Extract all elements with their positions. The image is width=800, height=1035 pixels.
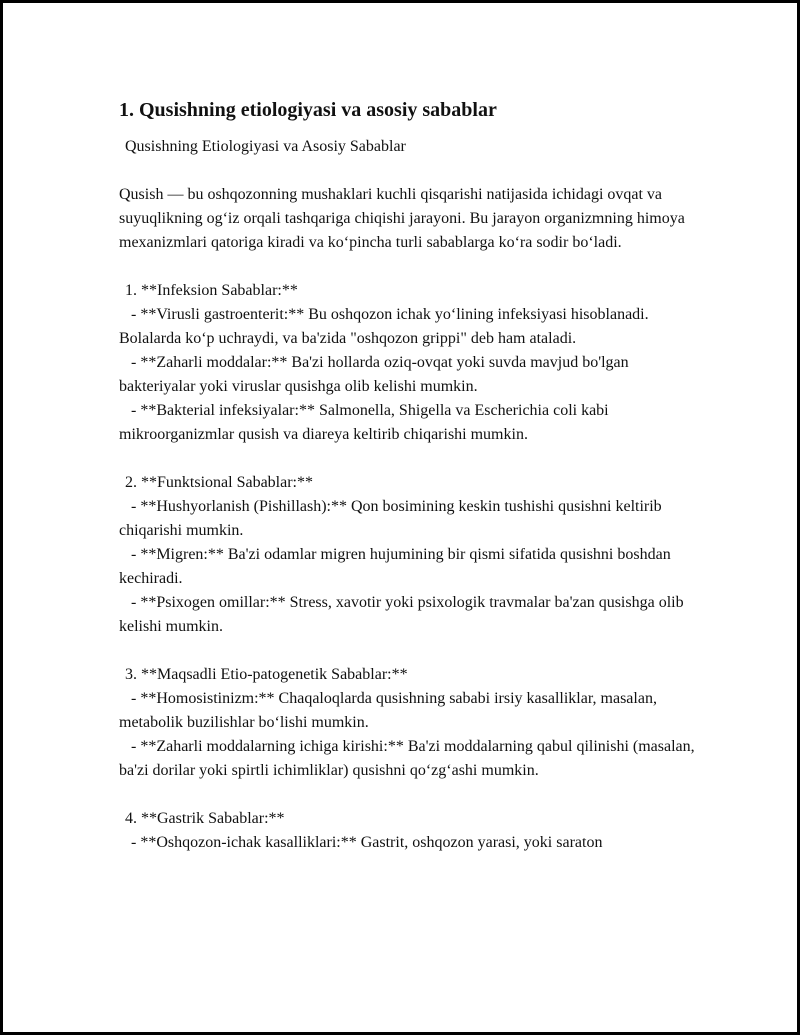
- list-item: - **Oshqozon-ichak kasalliklari:** Gastrit, oshqozon yarasi, yoki saraton: [131, 834, 603, 851]
- list-item: - **Virusli gastroenterit:** Bu oshqozon ichak yo‘lining infeksiyasi hisoblanadi. Bolalarda ko‘p uchraydi, va ba'zida "oshqozon grippi" deb ham ataladi.: [119, 306, 649, 347]
- section-title: 3. **Maqsadli Etio-patogenetik Sabablar:**: [125, 666, 408, 683]
- section-title: 4. **Gastrik Sabablar:**: [125, 810, 285, 827]
- section-maqsadli: [119, 663, 699, 783]
- section-gastrik: [119, 807, 699, 855]
- document-subtitle: Qusishning Etiologiyasi va Asosiy Sabablar: [125, 138, 406, 155]
- document-body: [119, 97, 699, 855]
- list-item: - **Zaharli moddalar:** Ba'zi hollarda oziq-ovqat yoki suvda mavjud bo'lgan bakteriyalar yoki viruslar qusishga olib kelishi mumkin.: [119, 354, 629, 395]
- list-item: - **Migren:** Ba'zi odamlar migren hujumining bir qismi sifatida qusishni boshdan kechiradi.: [119, 546, 671, 587]
- list-item: - **Zaharli moddalarning ichiga kirishi:** Ba'zi moddalarning qabul qilinishi (masalan, ba'zi dorilar yoki spirtli ichimliklar) qusishni qo‘zg‘ashi mumkin.: [119, 738, 695, 779]
- list-item: - **Psixogen omillar:** Stress, xavotir yoki psixologik travmalar ba'zan qusishga olib kelishi mumkin.: [119, 594, 684, 635]
- section-infeksion: [119, 279, 699, 447]
- section-funktsional: [119, 471, 699, 639]
- section-title: 1. **Infeksion Sabablar:**: [125, 282, 298, 299]
- intro-paragraph: Qusish — bu oshqozonning mushaklari kuchli qisqarishi natijasida ichidagi ovqat va suyuqlikning og‘iz orqali tashqariga chiqishi jarayoni. Bu jarayon organizmning himoya mexanizmlari qatoriga kiradi va ko‘pincha turli sabablarga ko‘ra sodir bo‘ladi.: [119, 186, 685, 251]
- section-title: 2. **Funktsional Sabablar:**: [125, 474, 313, 491]
- list-item: - **Hushyorlanish (Pishillash):** Qon bosimining keskin tushishi qusishni keltirib chiqarishi mumkin.: [119, 498, 662, 539]
- document-title: 1. Qusishning etiologiyasi va asosiy sabablar: [119, 99, 497, 121]
- list-item: - **Bakterial infeksiyalar:** Salmonella, Shigella va Escherichia coli kabi mikroorganizmlar qusish va diareya keltirib chiqarishi mumkin.: [119, 402, 609, 443]
- list-item: - **Homosistinizm:** Chaqaloqlarda qusishning sababi irsiy kasalliklar, masalan, metabolik buzilishlar bo‘lishi mumkin.: [119, 690, 657, 731]
